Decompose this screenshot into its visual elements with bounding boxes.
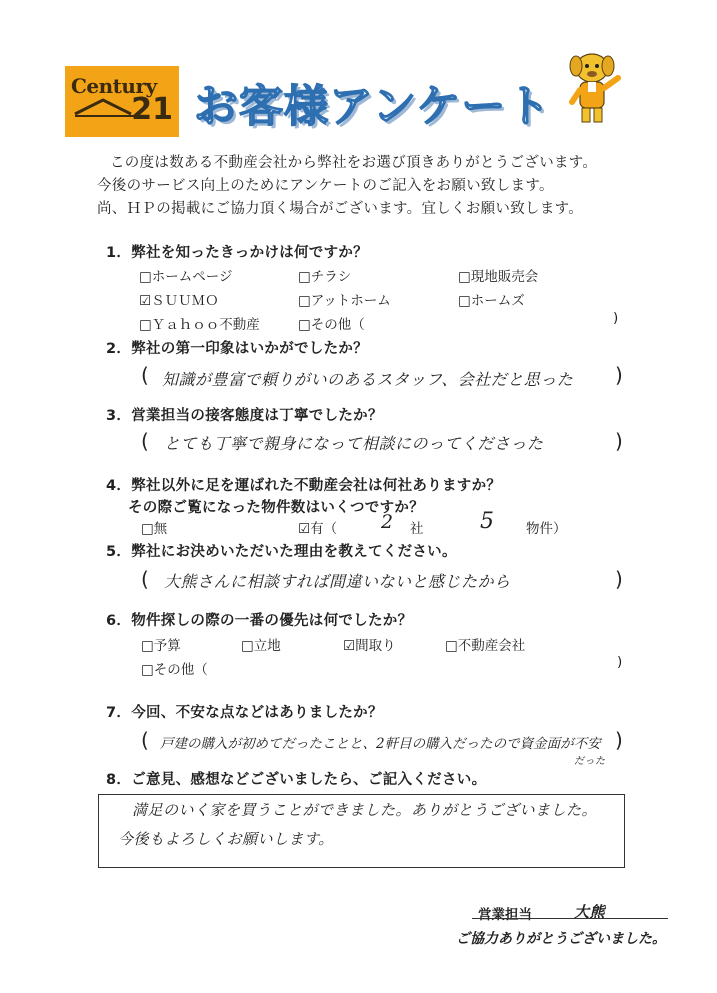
question-1: 1．弊社を知ったきっかけは何ですか？ bbox=[106, 245, 368, 261]
question-5: 5．弊社にお決めいただいた理由を教えてください。 bbox=[106, 544, 457, 560]
intro-line-1: この度は数ある不動産会社から弊社をお選び頂きありがとうございます。 bbox=[110, 155, 598, 171]
q6-option-agency[interactable]: □不動産会社 bbox=[445, 638, 526, 654]
mascot-dog-icon bbox=[562, 48, 628, 126]
q1-option-homepage[interactable]: □ホームページ bbox=[139, 269, 233, 285]
century21-logo bbox=[65, 66, 179, 137]
question-8: 8．ご意見、感想などございましたら、ご記入ください。 bbox=[106, 772, 487, 788]
q1-option-athome[interactable]: □アットホーム bbox=[298, 293, 391, 309]
q8-comment-line-1[interactable]: 満足のいく家を買うことができました。ありがとうございました。 bbox=[132, 801, 598, 819]
q1-option-other[interactable]: □その他（ bbox=[298, 317, 365, 333]
logo-brand: Century bbox=[71, 74, 157, 98]
staff-name: 大熊 bbox=[574, 903, 606, 921]
q6-option-budget[interactable]: □予算 bbox=[141, 638, 181, 654]
page-title: お客様アンケート bbox=[194, 81, 552, 132]
intro-line-2: 今後のサービス向上のためにアンケートのご記入をお願い致します。 bbox=[97, 178, 554, 194]
q3-paren-open: ( bbox=[141, 429, 149, 453]
question-3: 3．営業担当の接客態度は丁寧でしたか？ bbox=[106, 408, 383, 424]
q2-answer[interactable]: 知識が豊富で頼りがいのあるスタッフ、会社だと思った bbox=[162, 370, 574, 389]
q4-option-yes[interactable]: ☑有（ bbox=[298, 521, 338, 537]
q1-option-open-house[interactable]: □現地販売会 bbox=[458, 269, 539, 285]
question-7: 7．今回、不安な点などはありましたか？ bbox=[106, 705, 383, 721]
q7-paren-close: ) bbox=[615, 728, 623, 752]
q2-paren-close: ) bbox=[615, 363, 623, 387]
q5-answer[interactable]: 大熊さんに相談すれば間違いないと感じたから bbox=[164, 572, 511, 591]
q3-answer[interactable]: とても丁寧で親身になって相談にのってくださった bbox=[164, 434, 544, 453]
q3-paren-close: ) bbox=[615, 429, 623, 453]
q5-paren-open: ( bbox=[141, 567, 149, 591]
q4-company-unit: 社 bbox=[410, 521, 424, 537]
q6-option-other[interactable]: □その他（ bbox=[141, 662, 208, 678]
q7-answer[interactable]: 戸建の購入が初めてだったことと、2軒目の購入だったので資金面が不安 bbox=[160, 736, 601, 752]
intro-line-3: 尚、ＨＰの掲載にご協力頂く場合がございます。宜しくお願い致します。 bbox=[97, 201, 584, 217]
q6-option-location[interactable]: □立地 bbox=[241, 638, 281, 654]
q1-option-suumo[interactable]: ☑ＳＵＵＭＯ bbox=[139, 293, 219, 309]
thanks-text: ご協力ありがとうございました。 bbox=[456, 931, 666, 947]
q1-option-flyer[interactable]: □チラシ bbox=[298, 269, 352, 285]
q4-properties-count[interactable]: 5 bbox=[480, 509, 495, 534]
q5-paren-close: ) bbox=[615, 567, 623, 591]
q7-paren-open: ( bbox=[141, 728, 149, 752]
q7-answer-extra[interactable]: だった bbox=[574, 756, 606, 767]
q1-option-yahoo[interactable]: □Ｙａｈｏｏ不動産 bbox=[139, 317, 260, 333]
q4-property-unit: 物件） bbox=[526, 521, 567, 537]
q6-option-floorplan[interactable]: ☑間取り bbox=[343, 638, 396, 654]
logo-number: 21 bbox=[131, 92, 173, 127]
question-2: 2．弊社の第一印象はいかがでしたか？ bbox=[106, 341, 368, 357]
question-4-sub: その際ご覧になった物件数はいくつですか？ bbox=[128, 500, 424, 516]
q2-paren-open: ( bbox=[141, 363, 149, 387]
question-4: 4．弊社以外に足を運ばれた不動産会社は何社ありますか？ bbox=[106, 478, 502, 494]
q8-comment-line-2[interactable]: 今後もよろしくお願いします。 bbox=[118, 830, 334, 848]
staff-label: 営業担当 bbox=[478, 907, 532, 923]
q1-paren-close: ) bbox=[613, 310, 619, 326]
q6-paren-close: ) bbox=[617, 654, 623, 670]
question-6: 6．物件探しの際の一番の優先は何でしたか？ bbox=[106, 613, 413, 629]
staff-underline bbox=[472, 918, 668, 919]
q4-option-none[interactable]: □無 bbox=[141, 521, 168, 537]
q4-companies-count[interactable]: 2 bbox=[381, 511, 394, 533]
q1-option-homes[interactable]: □ホームズ bbox=[458, 293, 525, 309]
